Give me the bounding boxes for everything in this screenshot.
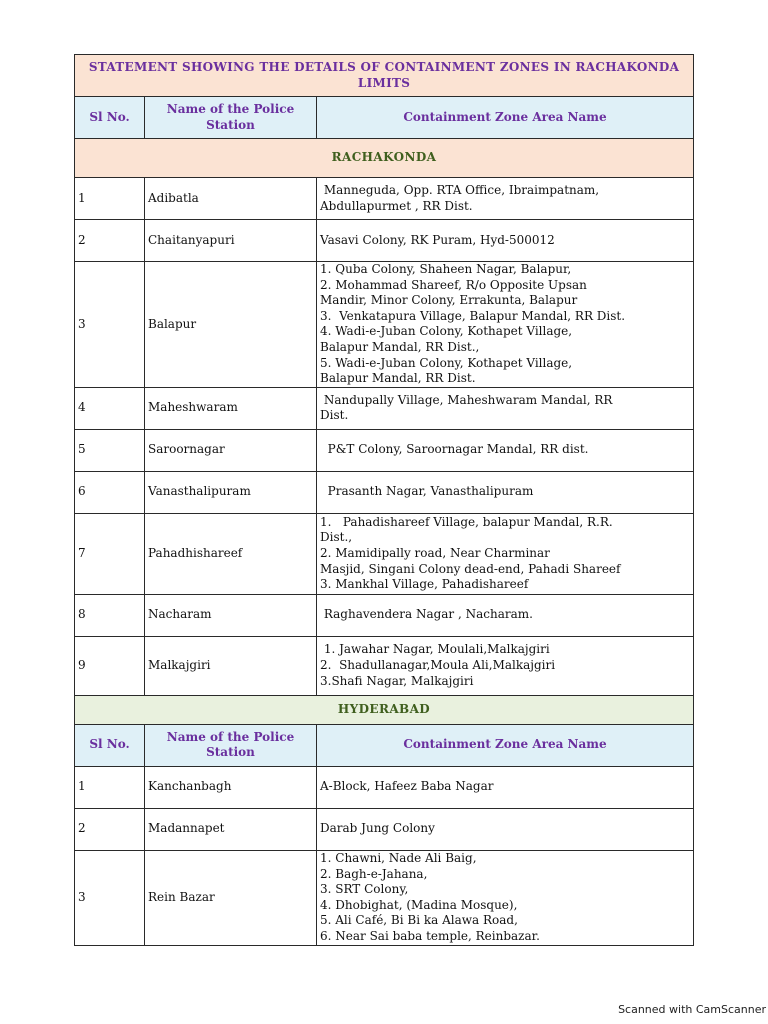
- serial-number: 3: [75, 850, 145, 945]
- zone-area-line: 3.Shafi Nagar, Malkajgiri: [320, 673, 474, 688]
- serial-number: 7: [75, 513, 145, 594]
- zone-area-line: Vasavi Colony, RK Puram, Hyd-500012: [320, 232, 555, 247]
- police-station-name: Malkajgiri: [145, 636, 317, 695]
- table-row: [75, 850, 694, 945]
- table-row: [75, 429, 694, 471]
- serial-number: 5: [75, 429, 145, 471]
- zone-area-line: 1. Quba Colony, Shaheen Nagar, Balapur,: [320, 262, 572, 276]
- table-row: [75, 513, 694, 594]
- header-zone-area: Containment Zone Area Name: [317, 724, 694, 766]
- serial-number: 1: [75, 766, 145, 808]
- zone-area-cell: [317, 766, 694, 808]
- zone-area-cell: [317, 429, 694, 471]
- serial-number: 8: [75, 594, 145, 636]
- serial-number: 2: [75, 220, 145, 262]
- zone-area-line: 1. Chawni, Nade Ali Baig,: [320, 850, 477, 865]
- table-row: [75, 387, 694, 429]
- serial-number: 1: [75, 178, 145, 220]
- header-sl-no: Sl No.: [75, 724, 145, 766]
- header-sl-no: Sl No.: [75, 97, 145, 139]
- zone-area-line: 2. Shadullanagar,Moula Ali,Malkajgiri: [320, 657, 556, 672]
- zone-area-line: 3. Venkatapura Village, Balapur Mandal, RR Dist.: [320, 308, 626, 323]
- zone-area-cell: [317, 513, 694, 594]
- zone-area-cell: [317, 636, 694, 695]
- column-header-row: [75, 97, 694, 139]
- column-header-row: [75, 724, 694, 766]
- police-station-name: Madannapet: [145, 808, 317, 850]
- zone-area-line: Mandir, Minor Colony, Errakunta, Balapur: [320, 293, 578, 308]
- table-row: [75, 766, 694, 808]
- zone-area-line: 1. Jawahar Nagar, Moulali,Malkajgiri: [320, 642, 550, 657]
- zone-area-line: 4. Dhobighat, (Madina Mosque),: [320, 897, 518, 912]
- table-row: [75, 262, 694, 388]
- table-row: [75, 636, 694, 695]
- zone-area-line: Dist.: [320, 408, 349, 423]
- section-title: RACHAKONDA: [75, 139, 694, 178]
- serial-number: 6: [75, 471, 145, 513]
- zone-area-cell: [317, 808, 694, 850]
- scanner-watermark: Scanned with CamScanner: [618, 1003, 766, 1016]
- title-row: [75, 55, 694, 97]
- zone-area-line: Prasanth Nagar, Vanasthalipuram: [320, 484, 534, 499]
- police-station-name: Pahadhishareef: [145, 513, 317, 594]
- zone-area-line: 2. Bagh-e-Jahana,: [320, 866, 428, 881]
- zone-area-cell: [317, 220, 694, 262]
- zone-area-line: A-Block, Hafeez Baba Nagar: [320, 779, 494, 794]
- containment-zones-table: [74, 54, 694, 946]
- zone-area-line: Dist.,: [320, 530, 353, 545]
- zone-area-cell: [317, 387, 694, 429]
- police-station-name: Vanasthalipuram: [145, 471, 317, 513]
- zone-area-line: Balapur Mandal, RR Dist.,: [320, 339, 480, 354]
- zone-area-line: Nandupally Village, Maheshwaram Mandal, RR: [320, 392, 613, 407]
- table-row: [75, 220, 694, 262]
- zone-area-line: 1. Pahadishareef Village, balapur Mandal, R.R.: [320, 514, 613, 529]
- zone-area-line: 3. Mankhal Village, Pahadishareef: [320, 577, 529, 592]
- zone-area-line: 5. Wadi-e-Juban Colony, Kothapet Village,: [320, 355, 573, 370]
- zone-area-line: Balapur Mandal, RR Dist.: [320, 371, 476, 386]
- zone-area-line: Abdullapurmet , RR Dist.: [320, 198, 473, 213]
- zone-area-line: 2. Mohammad Shareef, R/o Opposite Upsan: [320, 277, 587, 292]
- section-title: HYDERABAD: [75, 695, 694, 724]
- police-station-name: Maheshwaram: [145, 387, 317, 429]
- zone-area-line: Darab Jung Colony: [320, 821, 435, 836]
- zone-area-line: 4. Wadi-e-Juban Colony, Kothapet Village,: [320, 324, 573, 339]
- table-title: STATEMENT SHOWING THE DETAILS OF CONTAINMENT ZONES IN RACHAKONDA LIMITS: [75, 55, 694, 97]
- police-station-name: Chaitanyapuri: [145, 220, 317, 262]
- zone-area-cell: [317, 178, 694, 220]
- serial-number: 2: [75, 808, 145, 850]
- zone-area-cell: [317, 471, 694, 513]
- header-police-station: Name of the Police Station: [145, 724, 317, 766]
- zone-area-line: Manneguda, Opp. RTA Office, Ibraimpatnam,: [320, 182, 600, 197]
- serial-number: 4: [75, 387, 145, 429]
- serial-number: 3: [75, 262, 145, 388]
- police-station-name: Adibatla: [145, 178, 317, 220]
- police-station-name: Balapur: [145, 262, 317, 388]
- zone-area-cell: [317, 262, 694, 388]
- table-row: [75, 471, 694, 513]
- header-police-station: Name of the Police Station: [145, 97, 317, 139]
- zone-area-line: 2. Mamidipally road, Near Charminar: [320, 545, 550, 560]
- police-station-name: Kanchanbagh: [145, 766, 317, 808]
- zone-area-cell: [317, 850, 694, 945]
- serial-number: 9: [75, 636, 145, 695]
- table-row: [75, 594, 694, 636]
- table-row: [75, 808, 694, 850]
- police-station-name: Nacharam: [145, 594, 317, 636]
- zone-area-line: 5. Ali Café, Bi Bi ka Alawa Road,: [320, 913, 518, 928]
- zone-area-line: P&T Colony, Saroornagar Mandal, RR dist.: [320, 442, 589, 457]
- zone-area-line: Raghavendera Nagar , Nacharam.: [320, 607, 533, 622]
- police-station-name: Saroornagar: [145, 429, 317, 471]
- section-row: [75, 695, 694, 724]
- police-station-name: Rein Bazar: [145, 850, 317, 945]
- zone-area-line: Masjid, Singani Colony dead-end, Pahadi Shareef: [320, 561, 621, 576]
- zone-area-line: 6. Near Sai baba temple, Reinbazar.: [320, 928, 540, 943]
- table-row: [75, 178, 694, 220]
- zone-area-cell: [317, 594, 694, 636]
- zone-area-line: 3. SRT Colony,: [320, 882, 409, 897]
- header-zone-area: Containment Zone Area Name: [317, 97, 694, 139]
- section-row: [75, 139, 694, 178]
